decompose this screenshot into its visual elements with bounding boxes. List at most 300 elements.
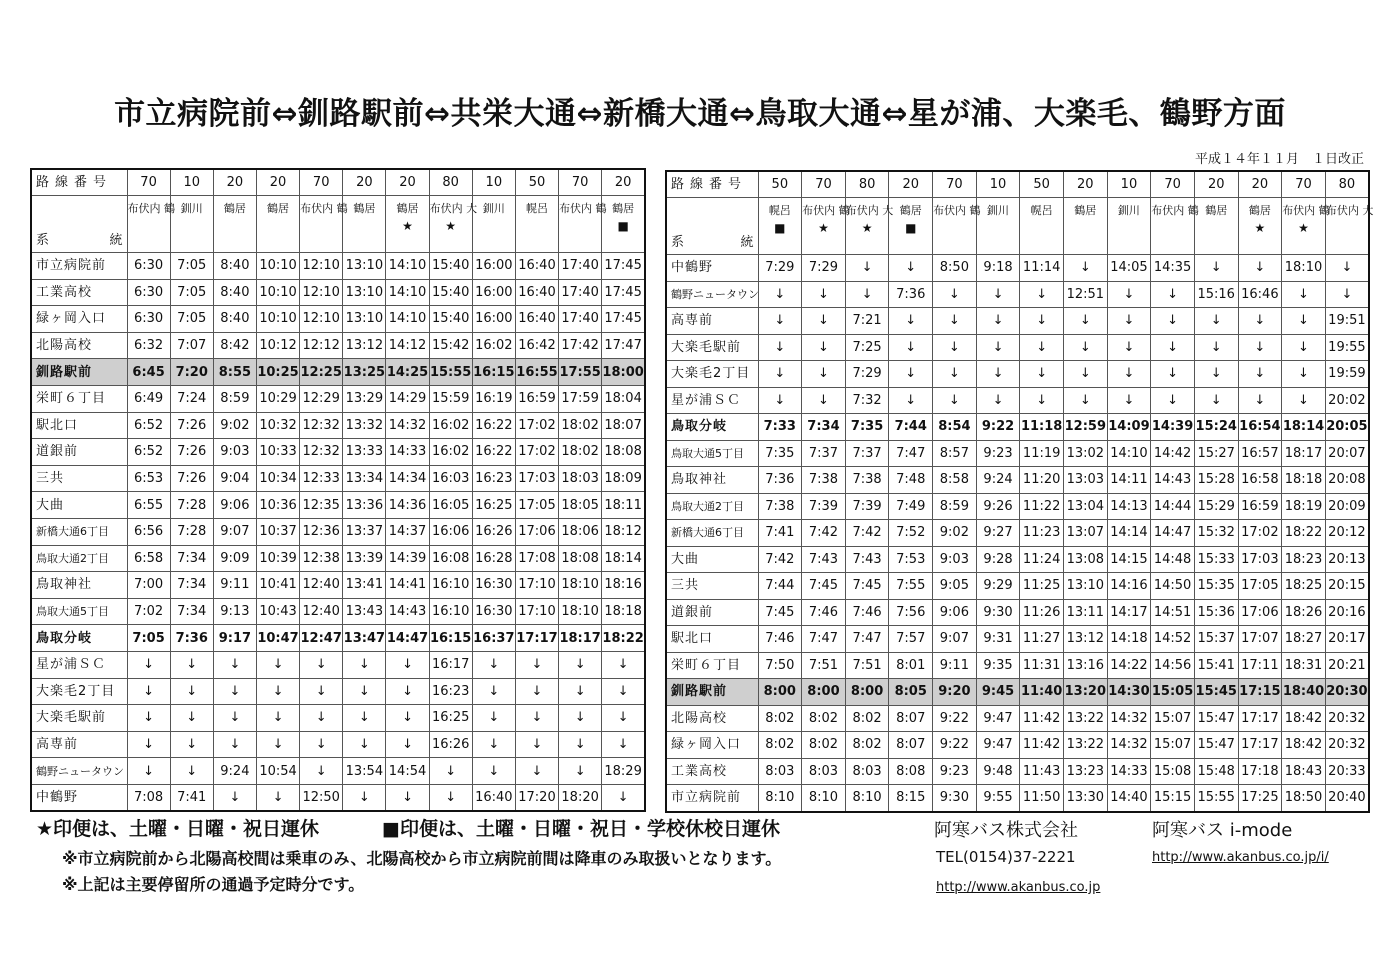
departure-time: 11:27 (1020, 626, 1064, 653)
stop-name: 緑ヶ岡入口 (666, 732, 758, 759)
route-destination: 幌呂 (525, 202, 548, 215)
route-destination-cell (1151, 198, 1199, 255)
departure-time: ↓ (602, 651, 645, 678)
departure-time: 7:47 (889, 440, 933, 467)
departure-time: 15:29 (1194, 493, 1238, 520)
departure-time: 9:28 (976, 546, 1020, 573)
departure-time: ↓ (758, 334, 802, 361)
route-number: 50 (515, 169, 558, 196)
route-number: 70 (1151, 171, 1195, 198)
departure-time: 11:23 (1020, 520, 1064, 547)
departure-time: 10:36 (256, 492, 299, 519)
route-destination-cell (1063, 198, 1107, 255)
departure-time: 20:40 (1325, 785, 1369, 812)
departure-time: 15:05 (1151, 679, 1195, 706)
departure-time: 18:03 (559, 465, 602, 492)
star-note: ★印便は、土曜・日曜・祝日運休 (36, 818, 320, 840)
departure-time: 17:25 (1238, 785, 1282, 812)
departure-time: 18:17 (1282, 440, 1326, 467)
stop-name: 緑ヶ岡入口 (31, 306, 127, 333)
departure-time: ↓ (472, 758, 515, 785)
departure-time: 13:04 (1063, 493, 1107, 520)
departure-time: ↓ (1238, 387, 1282, 414)
departure-time: ↓ (1194, 308, 1238, 335)
departure-time: 13:47 (343, 625, 386, 652)
stop-name: 道銀前 (666, 599, 758, 626)
route-destination-cell (472, 196, 515, 253)
stop-row (666, 599, 1369, 626)
star-mark-icon: ★ (1254, 220, 1266, 235)
route-destination: 鶴居 (899, 204, 922, 217)
departure-time: ↓ (472, 705, 515, 732)
departure-time: ↓ (1063, 308, 1107, 335)
departure-time: 17:03 (1238, 546, 1282, 573)
departure-time: 13:02 (1063, 440, 1107, 467)
departure-time: ↓ (213, 651, 256, 678)
stop-name: 北陽高校 (666, 705, 758, 732)
departure-time: 9:22 (933, 705, 977, 732)
stop-name: 鳥取大通5丁目 (31, 598, 127, 625)
departure-time: 13:36 (343, 492, 386, 519)
departure-time: ↓ (1020, 361, 1064, 388)
departure-time: 9:29 (976, 573, 1020, 600)
departure-time: 17:08 (515, 545, 558, 572)
route-number: 80 (429, 169, 472, 196)
departure-time: 17:10 (515, 572, 558, 599)
departure-time: 8:55 (213, 359, 256, 386)
departure-time: 17:40 (559, 306, 602, 333)
departure-time: 7:28 (170, 492, 213, 519)
route-destination-cell (256, 196, 299, 253)
departure-time: 9:30 (933, 785, 977, 812)
route-destination-cell (1325, 198, 1374, 255)
departure-time: 6:30 (127, 306, 170, 333)
departure-time: 18:20 (559, 784, 602, 811)
departure-time: 18:08 (559, 545, 602, 572)
stop-name: 工業高校 (31, 279, 127, 306)
departure-time: 13:32 (343, 412, 386, 439)
route-destination: 布伏内 鶴 (559, 202, 607, 215)
departure-time: ↓ (1194, 387, 1238, 414)
departure-time: 13:07 (1063, 520, 1107, 547)
departure-time: 10:41 (256, 572, 299, 599)
stop-name: 鳥取大通2丁目 (31, 545, 127, 572)
route-destination: 鶴居 (1074, 204, 1097, 217)
departure-time: 15:27 (1194, 440, 1238, 467)
departure-time: 7:56 (889, 599, 933, 626)
system-header-right: 統 (740, 235, 754, 250)
departure-time: 9:26 (976, 493, 1020, 520)
departure-time: 7:45 (802, 573, 846, 600)
departure-time: ↓ (343, 731, 386, 758)
departure-time: ↓ (758, 308, 802, 335)
departure-time: 15:47 (1194, 732, 1238, 759)
departure-time: 9:31 (976, 626, 1020, 653)
departure-time: 12:59 (1063, 414, 1107, 441)
departure-time: 13:54 (343, 758, 386, 785)
departure-time: ↓ (1151, 387, 1195, 414)
departure-time: 16:23 (429, 678, 472, 705)
departure-time: ↓ (889, 361, 933, 388)
departure-time: 16:00 (472, 306, 515, 333)
departure-time: 17:55 (559, 359, 602, 386)
departure-time: ↓ (1282, 281, 1326, 308)
departure-time: 14:54 (386, 758, 429, 785)
departure-time: 17:10 (515, 598, 558, 625)
departure-time: 11:42 (1020, 732, 1064, 759)
route-number: 20 (1238, 171, 1282, 198)
departure-time: 11:20 (1020, 467, 1064, 494)
route-destination: 鶴居 (353, 202, 376, 215)
stop-name: 中鶴野 (666, 255, 758, 282)
departure-time: 14:10 (386, 279, 429, 306)
stop-name: 駅北口 (31, 412, 127, 439)
departure-time: 20:17 (1325, 626, 1369, 653)
departure-time: 7:07 (170, 332, 213, 359)
stop-row (31, 625, 645, 652)
stop-row (31, 306, 645, 333)
departure-time: 20:30 (1325, 679, 1369, 706)
departure-time: 17:06 (1238, 599, 1282, 626)
departure-time: 15:07 (1151, 732, 1195, 759)
departure-time: 9:22 (976, 414, 1020, 441)
stop-row (666, 785, 1369, 812)
departure-time: 12:38 (300, 545, 343, 572)
departure-time: ↓ (1282, 334, 1326, 361)
square-mark-icon: ■ (774, 220, 786, 235)
departure-time: 14:30 (1107, 679, 1151, 706)
departure-time: 9:48 (976, 758, 1020, 785)
departure-time: 7:48 (889, 467, 933, 494)
departure-time: 6:45 (127, 359, 170, 386)
departure-time: 9:20 (933, 679, 977, 706)
departure-time: 7:43 (845, 546, 889, 573)
departure-time: 18:07 (602, 412, 645, 439)
departure-time: ↓ (170, 678, 213, 705)
departure-time: ↓ (602, 678, 645, 705)
departure-time: 6:49 (127, 385, 170, 412)
boarding-note: ※市立病院前から北陽高校間は乗車のみ、北陽高校から市立病院前間は降車のみ取扱いとなります。 (62, 849, 782, 868)
departure-time: ↓ (515, 651, 558, 678)
departure-time: 7:02 (127, 598, 170, 625)
departure-time: ↓ (559, 731, 602, 758)
departure-time: 14:10 (386, 306, 429, 333)
departure-time: ↓ (802, 387, 846, 414)
departure-time: ↓ (170, 705, 213, 732)
departure-time: 7:42 (845, 520, 889, 547)
departure-time: 16:06 (429, 518, 472, 545)
departure-time: ↓ (343, 705, 386, 732)
departure-time: 14:39 (1151, 414, 1195, 441)
route-destination: 鶴居 (1205, 204, 1228, 217)
departure-time: 8:10 (845, 785, 889, 812)
departure-time: ↓ (559, 758, 602, 785)
stop-row (666, 255, 1369, 282)
stop-row (31, 784, 645, 811)
departure-time: 20:21 (1325, 652, 1369, 679)
departure-time: 14:32 (1107, 732, 1151, 759)
system-header-left: 系 (36, 233, 50, 248)
departure-time: 10:10 (256, 253, 299, 280)
departure-time: ↓ (300, 731, 343, 758)
departure-time: 17:05 (515, 492, 558, 519)
departure-time: ↓ (300, 651, 343, 678)
departure-time: 18:19 (1282, 493, 1326, 520)
route-destination-cell (758, 198, 802, 255)
route-number: 50 (758, 171, 802, 198)
departure-time: 14:14 (1107, 520, 1151, 547)
departure-time: 16:22 (472, 412, 515, 439)
route-number: 20 (386, 169, 429, 196)
departure-time: 8:02 (758, 705, 802, 732)
stop-name: 釧路駅前 (31, 359, 127, 386)
departure-time: 16:02 (429, 412, 472, 439)
route-number: 20 (1063, 171, 1107, 198)
departure-time: 9:04 (213, 465, 256, 492)
departure-time: ↓ (1020, 308, 1064, 335)
departure-time: 7:26 (170, 439, 213, 466)
departure-time: 15:42 (429, 332, 472, 359)
departure-time: 16:10 (429, 598, 472, 625)
departure-time: 7:35 (758, 440, 802, 467)
departure-time: 18:42 (1282, 732, 1326, 759)
route-destination-cell (1194, 198, 1238, 255)
departure-time: 16:42 (515, 332, 558, 359)
departure-time: 18:10 (559, 598, 602, 625)
departure-time: 7:29 (802, 255, 846, 282)
route-destination: 釧川 (987, 204, 1010, 217)
departure-time: 12:33 (300, 465, 343, 492)
departure-time: 15:40 (429, 279, 472, 306)
route-number: 70 (933, 171, 977, 198)
departure-time: 13:22 (1063, 705, 1107, 732)
departure-time: 17:45 (602, 279, 645, 306)
departure-time: 14:40 (1107, 785, 1151, 812)
departure-time: 18:26 (1282, 599, 1326, 626)
departure-time: ↓ (933, 281, 977, 308)
departure-time: 14:50 (1151, 573, 1195, 600)
departure-time: 10:47 (256, 625, 299, 652)
imode-url-link[interactable]: http://www.akanbus.co.jp/i/ (1152, 850, 1329, 865)
departure-time: 8:42 (213, 332, 256, 359)
departure-time: 7:05 (127, 625, 170, 652)
departure-time: 18:11 (602, 492, 645, 519)
departure-time: 13:12 (343, 332, 386, 359)
departure-time: 7:05 (170, 253, 213, 280)
route-number: 70 (802, 171, 846, 198)
departure-time: ↓ (802, 334, 846, 361)
stop-row (31, 359, 645, 386)
stop-name: 鳥取大通5丁目 (666, 440, 758, 467)
route-destination: 鶴居 (223, 202, 246, 215)
route-destination-cell (976, 198, 1020, 255)
departure-time: 13:30 (1063, 785, 1107, 812)
departure-time: 20:07 (1325, 440, 1369, 467)
departure-time: 13:33 (343, 439, 386, 466)
star-mark-icon: ★ (445, 218, 457, 233)
departure-time: 19:51 (1325, 308, 1369, 335)
departure-time: ↓ (386, 731, 429, 758)
departure-time: 13:12 (1063, 626, 1107, 653)
stop-name: 鶴野ニュータウン (31, 758, 127, 785)
departure-time: 14:33 (386, 439, 429, 466)
departure-time: 14:48 (1151, 546, 1195, 573)
route-destination-cell (1020, 198, 1064, 255)
departure-time: 10:54 (256, 758, 299, 785)
route-destination: 布伏内 鶴 (933, 204, 981, 217)
star-mark-icon: ★ (402, 218, 413, 233)
departure-time: 14:33 (1107, 758, 1151, 785)
departure-time: 8:02 (802, 732, 846, 759)
departure-time: 18:16 (602, 572, 645, 599)
departure-time: 12:36 (300, 518, 343, 545)
departure-time: 14:41 (386, 572, 429, 599)
departure-time: ↓ (1194, 255, 1238, 282)
departure-time: 16:25 (429, 705, 472, 732)
departure-time: 7:45 (845, 573, 889, 600)
departure-time: ↓ (1238, 255, 1282, 282)
departure-time: 6:55 (127, 492, 170, 519)
departure-time: 13:43 (343, 598, 386, 625)
departure-time: 9:22 (933, 732, 977, 759)
departure-time: ↓ (976, 361, 1020, 388)
departure-time: 20:32 (1325, 705, 1369, 732)
departure-time: ↓ (1238, 308, 1282, 335)
departure-time: 14:15 (1107, 546, 1151, 573)
departure-time: 16:54 (1238, 414, 1282, 441)
departure-time: 14:13 (1107, 493, 1151, 520)
star-mark-icon: ★ (818, 220, 829, 235)
departure-time: ↓ (1020, 281, 1064, 308)
departure-time: ↓ (1194, 334, 1238, 361)
departure-time: 7:52 (889, 520, 933, 547)
departure-time: 7:44 (758, 573, 802, 600)
departure-time: ↓ (213, 731, 256, 758)
departure-time: ↓ (386, 705, 429, 732)
departure-time: 9:13 (213, 598, 256, 625)
system-header-right: 統 (109, 233, 123, 248)
departure-time: 17:45 (602, 306, 645, 333)
departure-time: 11:22 (1020, 493, 1064, 520)
stop-row (666, 308, 1369, 335)
departure-time: 18:22 (602, 625, 645, 652)
stop-row (31, 332, 645, 359)
departure-time: 20:09 (1325, 493, 1369, 520)
departure-time: 16:57 (1238, 440, 1282, 467)
departure-time: 16:02 (429, 439, 472, 466)
departure-time: 9:11 (933, 652, 977, 679)
departure-time: 18:18 (602, 598, 645, 625)
departure-time: 14:47 (386, 625, 429, 652)
departure-time: 10:39 (256, 545, 299, 572)
departure-time: 9:45 (976, 679, 1020, 706)
departure-time: 14:44 (1151, 493, 1195, 520)
departure-time: ↓ (127, 731, 170, 758)
stop-name: 釧路駅前 (666, 679, 758, 706)
departure-time: ↓ (1194, 361, 1238, 388)
departure-time: 17:02 (515, 439, 558, 466)
route-number: 70 (559, 169, 602, 196)
departure-time: 19:59 (1325, 361, 1369, 388)
departure-time: 6:30 (127, 253, 170, 280)
stop-name: 新橋大通6丁目 (31, 518, 127, 545)
departure-time: 20:12 (1325, 520, 1369, 547)
departure-time: 7:29 (758, 255, 802, 282)
departure-time: 13:16 (1063, 652, 1107, 679)
route-destination-cell (300, 196, 348, 253)
stop-name: 大楽毛2丁目 (31, 678, 127, 705)
departure-time: 7:50 (758, 652, 802, 679)
departure-time: 18:09 (602, 465, 645, 492)
departure-time: 7:34 (170, 598, 213, 625)
departure-time: ↓ (758, 281, 802, 308)
departure-time: 10:10 (256, 306, 299, 333)
stop-name: 鳥取神社 (31, 572, 127, 599)
system-row (31, 196, 645, 253)
route-destination: 釧川 (1117, 204, 1140, 217)
departure-time: 9:02 (933, 520, 977, 547)
departure-time: 18:10 (1282, 255, 1326, 282)
stop-row (666, 520, 1369, 547)
departure-time: 19:55 (1325, 334, 1369, 361)
departure-time: 13:25 (343, 359, 386, 386)
route-destination: 鶴居 (612, 202, 635, 215)
route-number: 10 (1107, 171, 1151, 198)
departure-time: 16:46 (1238, 281, 1282, 308)
departure-time: 9:27 (976, 520, 1020, 547)
departure-time: 12:29 (300, 385, 343, 412)
stop-name: 鳥取大通2丁目 (666, 493, 758, 520)
departure-time: 7:38 (802, 467, 846, 494)
departure-time: 11:26 (1020, 599, 1064, 626)
departure-time: 9:07 (933, 626, 977, 653)
route-destination-cell (845, 198, 894, 255)
departure-time: ↓ (343, 784, 386, 811)
departure-time: 17:02 (1238, 520, 1282, 547)
departure-time: 7:39 (802, 493, 846, 520)
departure-time: 7:41 (758, 520, 802, 547)
route-number: 10 (170, 169, 213, 196)
route-number: 20 (213, 169, 256, 196)
departure-time: 8:50 (933, 255, 977, 282)
company-url-link[interactable]: http://www.akanbus.co.jp (936, 880, 1101, 895)
departure-time: 7:33 (758, 414, 802, 441)
departure-time: 15:45 (1194, 679, 1238, 706)
departure-time: ↓ (1107, 387, 1151, 414)
departure-time: 7:08 (127, 784, 170, 811)
departure-time: ↓ (1020, 387, 1064, 414)
departure-time: ↓ (256, 784, 299, 811)
departure-time: 18:08 (602, 439, 645, 466)
departure-time: 16:26 (429, 731, 472, 758)
stop-row (31, 545, 645, 572)
departure-time: 17:17 (1238, 705, 1282, 732)
departure-time: ↓ (802, 308, 846, 335)
departure-time: 16:30 (472, 572, 515, 599)
departure-time: ↓ (386, 784, 429, 811)
stop-name: 大曲 (31, 492, 127, 519)
departure-time: 9:05 (933, 573, 977, 600)
departure-time: 17:06 (515, 518, 558, 545)
route-destination-cell (889, 198, 933, 255)
departure-time: 17:18 (1238, 758, 1282, 785)
route-destination: 鶴居 (396, 202, 419, 215)
stop-row (666, 573, 1369, 600)
departure-time: 8:58 (933, 467, 977, 494)
departure-time: 17:07 (1238, 626, 1282, 653)
departure-time: ↓ (515, 678, 558, 705)
timetable-inbound (665, 170, 1374, 813)
